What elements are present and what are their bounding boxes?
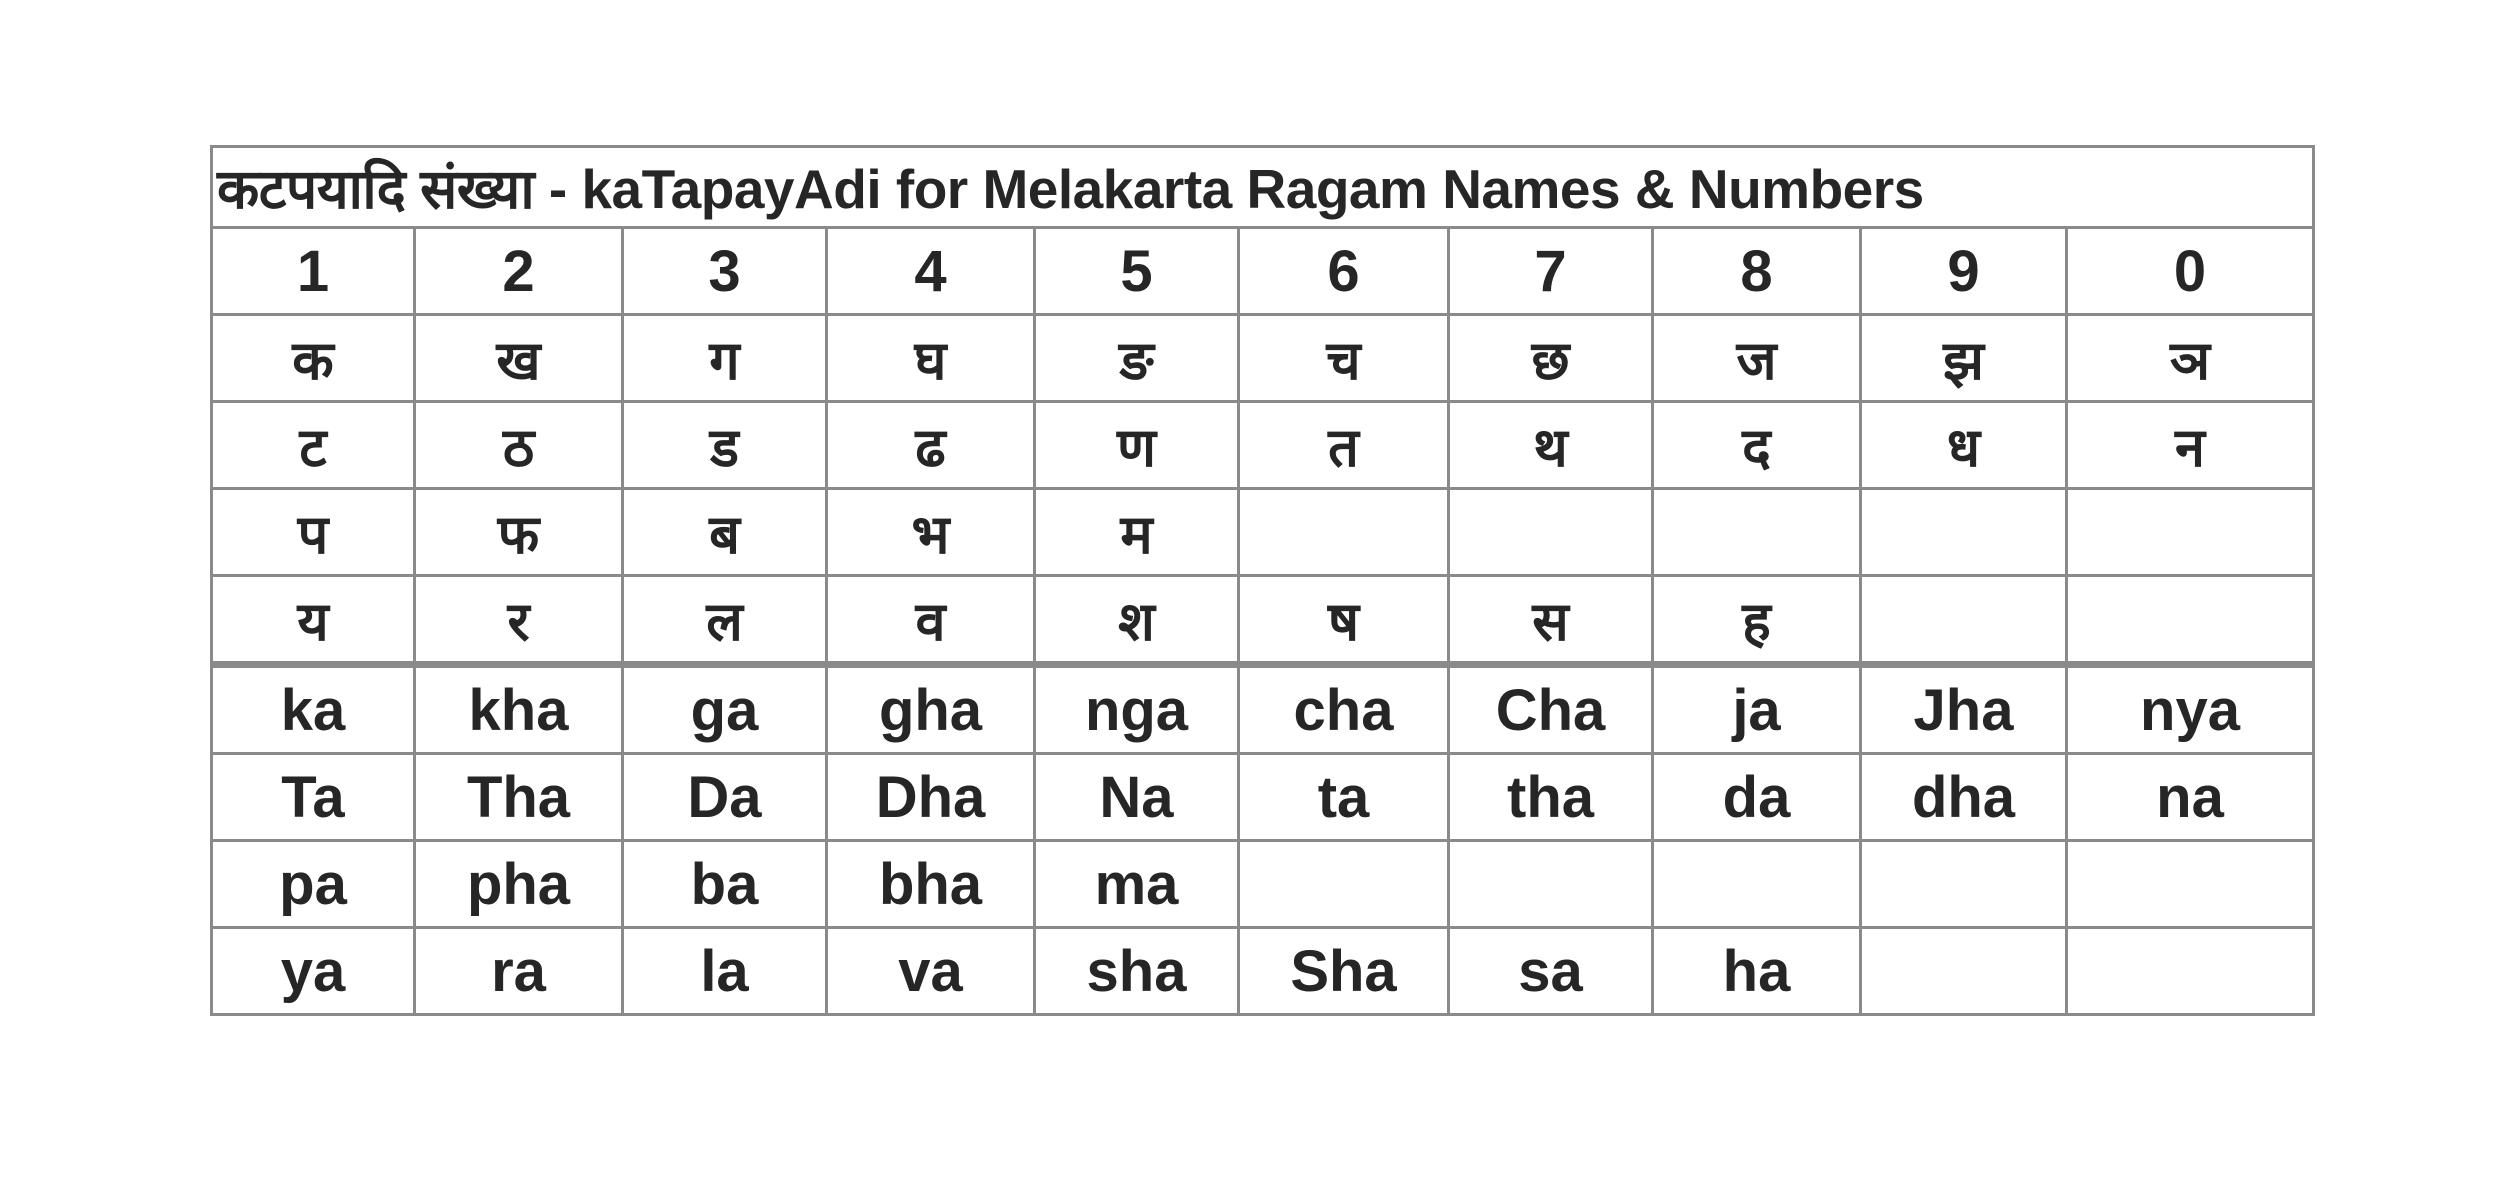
table-cell: ञ: [2067, 315, 2314, 402]
table-cell: [1653, 841, 1861, 928]
table-cell: pa: [212, 841, 415, 928]
table-cell: ग: [623, 315, 827, 402]
table-cell: [2067, 841, 2314, 928]
transliteration-row: [212, 754, 2314, 841]
digit-header-row: [212, 228, 2314, 315]
table-cell: ण: [1035, 402, 1239, 489]
table-cell: bha: [827, 841, 1035, 928]
table-cell: ja: [1653, 665, 1861, 754]
table-cell: श: [1035, 576, 1239, 665]
table-cell: घ: [827, 315, 1035, 402]
table-cell: क: [212, 315, 415, 402]
table-cell: र: [415, 576, 623, 665]
table-cell: pha: [415, 841, 623, 928]
table-cell: ta: [1239, 754, 1449, 841]
table-cell: 1: [212, 228, 415, 315]
table-cell: भ: [827, 489, 1035, 576]
table-cell: ङ: [1035, 315, 1239, 402]
table-cell: cha: [1239, 665, 1449, 754]
table-cell: Da: [623, 754, 827, 841]
transliteration-row: [212, 928, 2314, 1015]
table-cell: ढ: [827, 402, 1035, 489]
table-cell: dha: [1861, 754, 2067, 841]
table-cell: [1861, 489, 2067, 576]
table-cell: 9: [1861, 228, 2067, 315]
table-cell: 3: [623, 228, 827, 315]
table-cell: ड: [623, 402, 827, 489]
table-cell: gha: [827, 665, 1035, 754]
table-cell: छ: [1449, 315, 1653, 402]
table-cell: झ: [1861, 315, 2067, 402]
table-cell: [1239, 489, 1449, 576]
katapayadi-table: [210, 145, 2315, 1016]
table-cell: ठ: [415, 402, 623, 489]
table-title: कटपयादि संख्या - kaTapayAdi for Melakarta Ragam Names & Numbers: [212, 147, 2314, 228]
table-cell: ra: [415, 928, 623, 1015]
table-cell: Tha: [415, 754, 623, 841]
table-cell: ba: [623, 841, 827, 928]
title-row: [212, 147, 2314, 228]
table-cell: Dha: [827, 754, 1035, 841]
table-cell: nga: [1035, 665, 1239, 754]
table-cell: Na: [1035, 754, 1239, 841]
table-cell: थ: [1449, 402, 1653, 489]
table-cell: ka: [212, 665, 415, 754]
table-cell: ट: [212, 402, 415, 489]
transliteration-row: [212, 665, 2314, 754]
table-cell: [1449, 489, 1653, 576]
table-cell: va: [827, 928, 1035, 1015]
table-cell: म: [1035, 489, 1239, 576]
table-cell: च: [1239, 315, 1449, 402]
table-cell: Cha: [1449, 665, 1653, 754]
table-cell: ज: [1653, 315, 1861, 402]
table-cell: ya: [212, 928, 415, 1015]
table-cell: [2067, 576, 2314, 665]
table-cell: [1861, 841, 2067, 928]
table-cell: da: [1653, 754, 1861, 841]
table-cell: sha: [1035, 928, 1239, 1015]
table-cell: प: [212, 489, 415, 576]
table-cell: [1653, 489, 1861, 576]
table-cell: 7: [1449, 228, 1653, 315]
table-cell: ख: [415, 315, 623, 402]
devanagari-row: [212, 402, 2314, 489]
table-cell: स: [1449, 576, 1653, 665]
table-cell: la: [623, 928, 827, 1015]
table-cell: व: [827, 576, 1035, 665]
table-cell: tha: [1449, 754, 1653, 841]
table-cell: Jha: [1861, 665, 2067, 754]
table-cell: [1449, 841, 1653, 928]
table-cell: ha: [1653, 928, 1861, 1015]
table-cell: 6: [1239, 228, 1449, 315]
table-cell: [2067, 489, 2314, 576]
devanagari-row: [212, 576, 2314, 665]
table-cell: फ: [415, 489, 623, 576]
table-cell: ष: [1239, 576, 1449, 665]
transliteration-row: [212, 841, 2314, 928]
devanagari-row: [212, 489, 2314, 576]
table-cell: 0: [2067, 228, 2314, 315]
table-cell: [1239, 841, 1449, 928]
table-cell: nya: [2067, 665, 2314, 754]
table-cell: ga: [623, 665, 827, 754]
table-cell: 8: [1653, 228, 1861, 315]
table-cell: 5: [1035, 228, 1239, 315]
table-cell: ह: [1653, 576, 1861, 665]
table-cell: ध: [1861, 402, 2067, 489]
table-cell: kha: [415, 665, 623, 754]
table-cell: य: [212, 576, 415, 665]
table-cell: ब: [623, 489, 827, 576]
table-cell: na: [2067, 754, 2314, 841]
table-cell: 4: [827, 228, 1035, 315]
table-cell: Ta: [212, 754, 415, 841]
table-cell: न: [2067, 402, 2314, 489]
table-cell: ल: [623, 576, 827, 665]
table-cell: 2: [415, 228, 623, 315]
table-cell: ma: [1035, 841, 1239, 928]
table-cell: [1861, 576, 2067, 665]
table-cell: sa: [1449, 928, 1653, 1015]
table-cell: त: [1239, 402, 1449, 489]
table-cell: [1861, 928, 2067, 1015]
table-cell: [2067, 928, 2314, 1015]
table-cell: Sha: [1239, 928, 1449, 1015]
devanagari-row: [212, 315, 2314, 402]
table-cell: द: [1653, 402, 1861, 489]
